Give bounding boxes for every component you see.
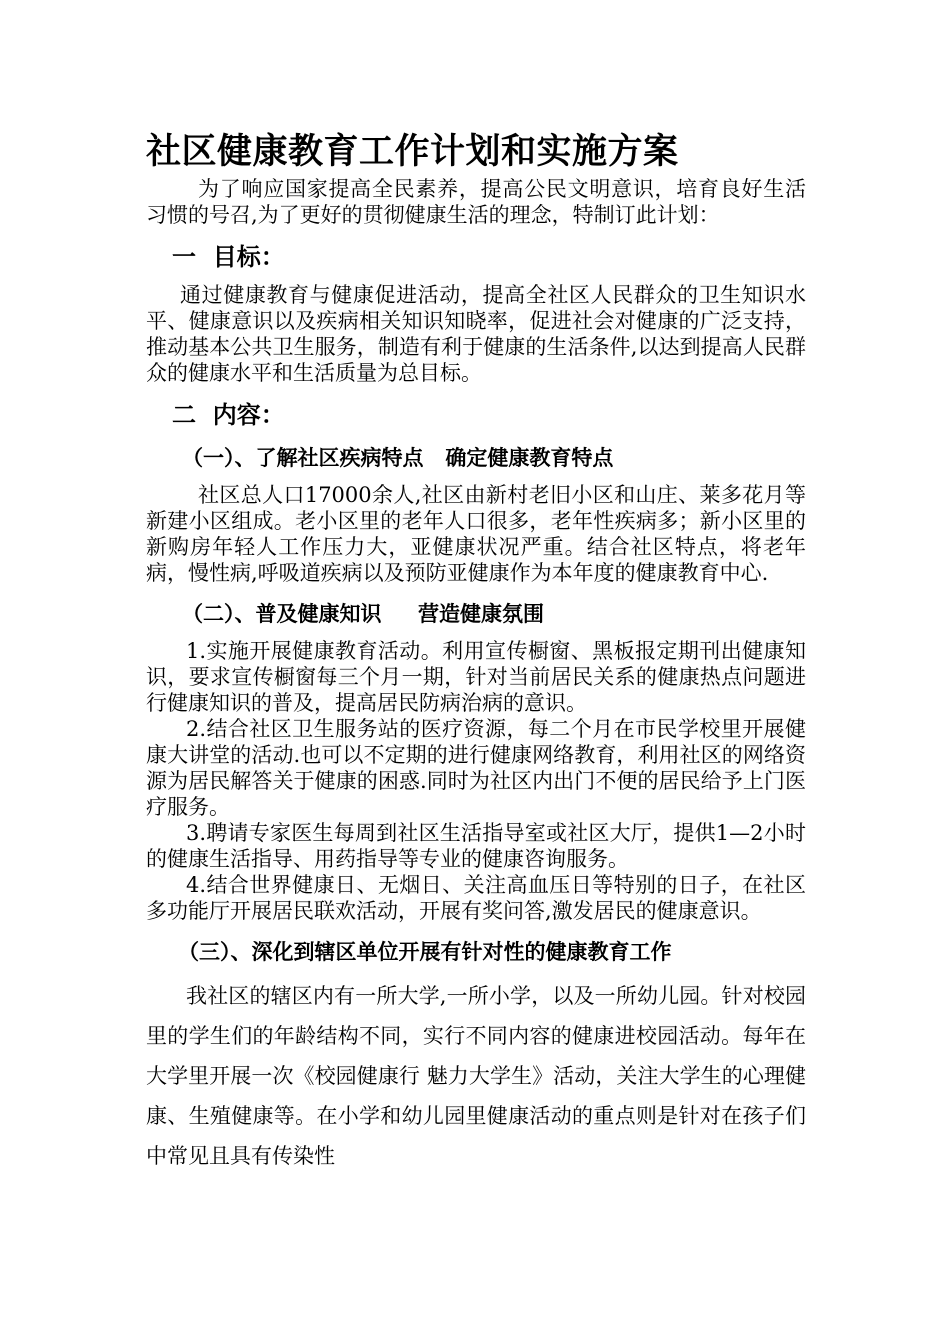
subsection-2-item-4: 4.结合世界健康日、无烟日、关注高血压日等特别的日子，在社区多功能厅开展居民联欢活动，开展有奖问答,激发居民的健康意识。: [146, 873, 806, 923]
subsection-2-item-2: 2.结合社区卫生服务站的医疗资源，每二个月在市民学校里开展健康大讲堂的活动.也可以不定期的进行健康网络教育，利用社区的网络资源为居民解答关于健康的困惑.同时为社区内出门不便的居民给予上门医疗服务。: [146, 717, 806, 819]
section-goal-heading: 一 目标：: [172, 242, 285, 271]
document-page: [146, 128, 806, 1176]
subsection-1-body: 社区总人口17000余人,社区由新村老旧小区和山庄、莱多花月等新建小区组成。老小区里的老年人口很多，老年性疾病多；新小区里的新购房年轻人工作压力大，亚健康状况严重。结合社区特点，将老年病，慢性病,呼吸道疾病以及预防亚健康作为本年度的健康教育中心.: [146, 483, 806, 585]
subsection-2-item-1: 1.实施开展健康教育活动。利用宣传橱窗、黑板报定期刊出健康知识，要求宣传橱窗每三个月一期，针对当前居民关系的健康热点问题进行健康知识的普及，提高居民防病治病的意识。: [146, 639, 806, 715]
subsection-3-heading: （三）、深化到辖区单位开展有针对性的健康教育工作: [178, 939, 672, 964]
subsection-3-body: 我社区的辖区内有一所大学,一所小学，以及一所幼儿园。针对校园里的学生们的年龄结构不同，实行不同内容的健康进校园活动。每年在大学里开展一次《校园健康行 魅力大学生》活动，关注大学生的心理健康、生殖健康等。在小学和幼儿园里健康活动的重点则是针对在孩子们中常见且具有传染性: [146, 984, 806, 1168]
subsection-1-heading: （一）、了解社区疾病特点 确定健康教育特点: [182, 445, 614, 470]
section-content-heading: 二 内容：: [172, 400, 285, 429]
subsection-2-item-3: 3.聘请专家医生每周到社区生活指导室或社区大厅，提供1—2小时的健康生活指导、用药指导等专业的健康咨询服务。: [146, 821, 806, 871]
intro-paragraph: 为了响应国家提高全民素养，提高公民文明意识，培育良好生活习惯的号召,为了更好的贯彻健康生活的理念，特制订此计划：: [146, 177, 806, 227]
document-title: 社区健康教育工作计划和实施方案: [146, 131, 679, 172]
section-goal-body: 通过健康教育与健康促进活动，提高全社区人民群众的卫生知识水平、健康意识以及疾病相关知识知晓率，促进社会对健康的广泛支持，推动基本公共卫生服务，制造有利于健康的生活条件,以达到提高人民群众的健康水平和生活质量为总目标。: [146, 283, 806, 385]
subsection-2-heading: （二）、普及健康知识 营造健康氛围: [182, 601, 545, 626]
